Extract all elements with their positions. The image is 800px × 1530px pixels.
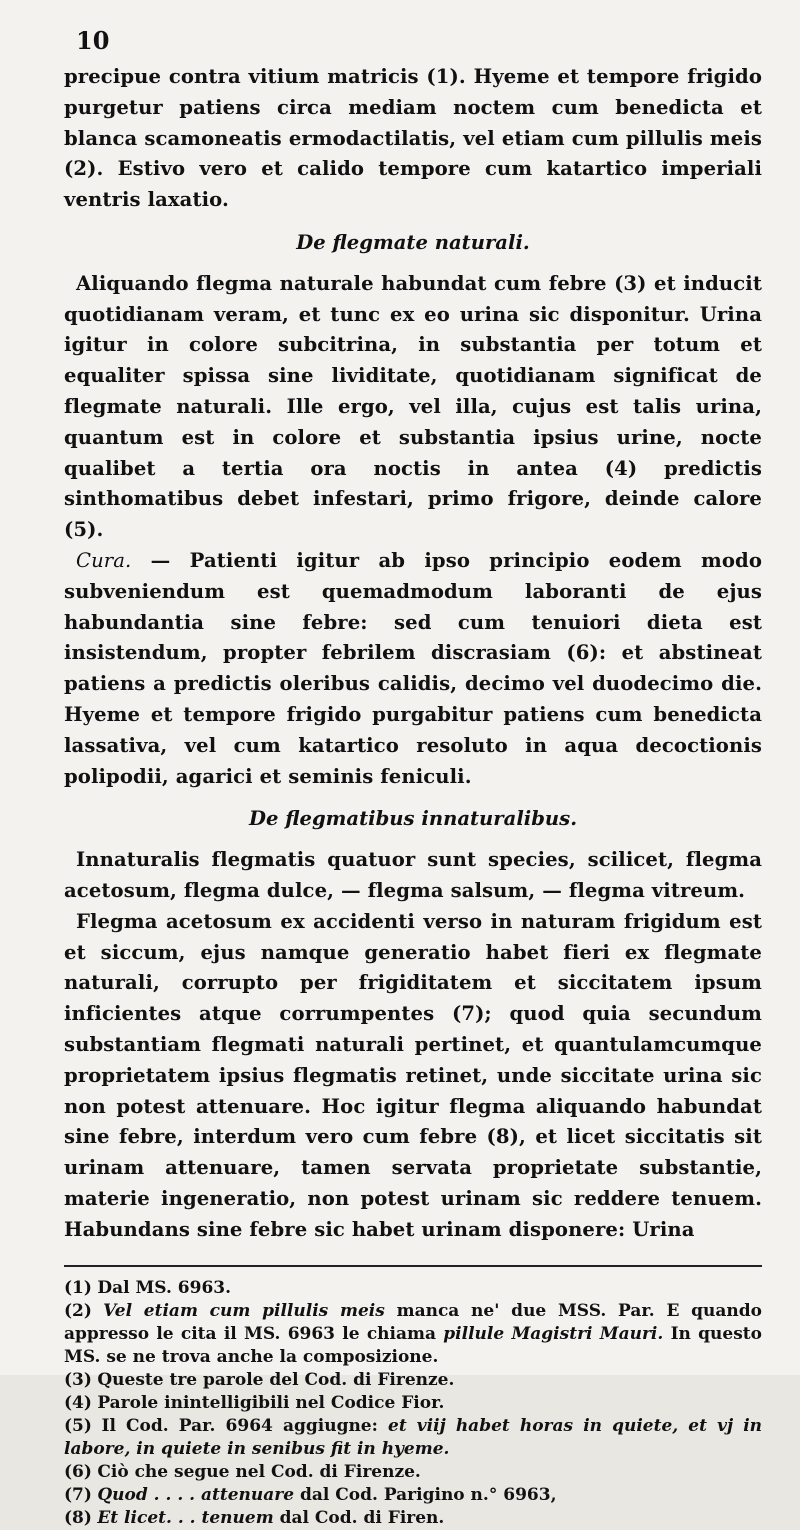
footnote-text-run: Et licet. . . tenuem xyxy=(97,1508,274,1529)
footnote-text-run: et viij habet horas in quiete, et vj in labore, in quiete in senibus fit in hyeme. xyxy=(64,1416,763,1460)
footnote xyxy=(64,1369,762,1392)
footnote-text xyxy=(97,1508,444,1528)
footnote-text-run: In questo MS. se ne trova anche la composizione. xyxy=(64,1324,762,1368)
page-number: 10 xyxy=(76,26,110,55)
footnote-text-run: Quod . . . . attenuare xyxy=(97,1485,295,1506)
footnote-text-run: Parole inintelligibili nel Codice Fior. xyxy=(97,1393,445,1414)
footnote-divider xyxy=(64,1265,762,1267)
opening-paragraph: precipue contra vitium matricis (1). Hyeme et tempore frigido purgetur patiens circa mediam noctem cum benedicta et blanca scamoneatis ermodactilatis, vel etiam cum pillulis meis (2). Estivo vero et calido tempore cum katartico imperiali ventris laxatio. xyxy=(64,65,762,212)
footnote-number: (8) xyxy=(64,1508,92,1529)
footnote-text xyxy=(97,1462,421,1482)
footnote-text xyxy=(97,1393,444,1413)
footnote-number: (2) xyxy=(64,1301,92,1322)
footnote-text-run: Ciò che segue nel Cod. di Firenze. xyxy=(97,1462,421,1483)
section-heading-flegmatibus-innaturalibus: De flegmatibus innaturalibus. xyxy=(248,807,578,831)
paragraph-cura xyxy=(64,546,762,792)
footnote-text xyxy=(97,1370,454,1390)
body-text xyxy=(64,62,762,1245)
footnote-number: (3) xyxy=(64,1370,92,1391)
footnote-text xyxy=(97,1278,231,1298)
footnote-number: (7) xyxy=(64,1485,92,1506)
footnote-text-run: Vel etiam cum pillulis meis xyxy=(103,1301,385,1322)
footnote xyxy=(64,1277,762,1300)
section-heading-flegmate-naturali: De flegmate naturali. xyxy=(296,230,530,254)
footnotes xyxy=(64,1277,762,1530)
footnote xyxy=(64,1484,762,1507)
footnote-text-run: dal Cod. di Firen. xyxy=(273,1508,445,1529)
paragraph-innaturalis-species: Innaturalis flegmatis quatuor sunt species, scilicet, flegma acetosum, flegma dulce, — flegma salsum, — flegma vitreum. xyxy=(64,848,762,902)
footnote-text-run: Il Cod. Par. 6964 aggiugne: xyxy=(101,1416,389,1437)
footnote-text xyxy=(97,1485,556,1505)
footnote-number: (6) xyxy=(64,1462,92,1483)
cura-label: Cura. xyxy=(76,548,132,572)
footnote-text-run: Queste tre parole del Cod. di Firenze. xyxy=(97,1370,455,1391)
footnote xyxy=(64,1507,762,1530)
paragraph-flegma-acetosum: Flegma acetosum ex accidenti verso in naturam frigidum est et siccum, ejus namque generatio habet fieri ex flegmate naturali, corrupto per frigiditatem et siccitatem ipsum inficientes atque corrumpentes (7); quod quia secundum substantiam flegmati naturali pertinet, et quantulamcumque proprietatem ipsius flegmatis retinet, unde siccitate urina sic non potest attenuare. Hoc igitur flegma aliquando habundat sine febre, interdum vero cum febre (8), et licet siccitatis sit urinam attenuare, tamen servata proprietate substantie, materie ingeneratio, non potest urinam sic reddere tenuem. Habundans sine febre sic habet urinam disponere: Urina xyxy=(64,909,762,1241)
paragraph-flegma-naturale: Aliquando flegma naturale habundat cum febre (3) et inducit quotidianam veram, et tunc ex eo urina sic disponitur. Urina igitur in colore subcitrina, in substantia per totum et equaliter spissa sine lividitate, quotidianam significat de flegmate naturali. Ille ergo, vel illa, cujus est talis urina, quantum est in colore et substantia ipsius urine, nocte qualibet a tertia ora noctis in antea (4) predictis sinthomatibus debet infestari, primo frigore, deinde calore (5). xyxy=(64,271,762,542)
footnote-text-run: pillule Magistri Mauri. xyxy=(443,1324,664,1345)
footnote-text-run: manca ne' due MSS. Par. E quando appresso le cita il MS. 6963 le chiama xyxy=(64,1301,762,1345)
footnote-text xyxy=(64,1301,762,1367)
footnote xyxy=(64,1392,762,1415)
footnote-text xyxy=(64,1416,762,1459)
footnote-text-run: dal Cod. Parigino n.° 6963, xyxy=(294,1485,557,1506)
footnote xyxy=(64,1300,762,1369)
footnote-number: (5) xyxy=(64,1416,92,1437)
cura-text: — Patienti igitur ab ipso principio eodem modo subveniendum est quemadmodum laboranti de ejus habundantia sine febre: sed cum tenuiori dieta est insistendum, propter febrilem discrasiam (6): et abstineat patiens a predictis oleribus calidis, decimo vel duodecimo die. Hyeme et tempore frigido purgabitur patiens cum benedicta lassativa, vel cum katartico resoluto in aqua decoctionis polipodii, agarici et seminis feniculi. xyxy=(64,548,762,788)
footnote-text-run: Dal MS. 6963. xyxy=(97,1278,232,1299)
footnote xyxy=(64,1461,762,1484)
footnote-number: (4) xyxy=(64,1393,92,1414)
footnote-number: (1) xyxy=(64,1278,92,1299)
footnote xyxy=(64,1415,762,1461)
